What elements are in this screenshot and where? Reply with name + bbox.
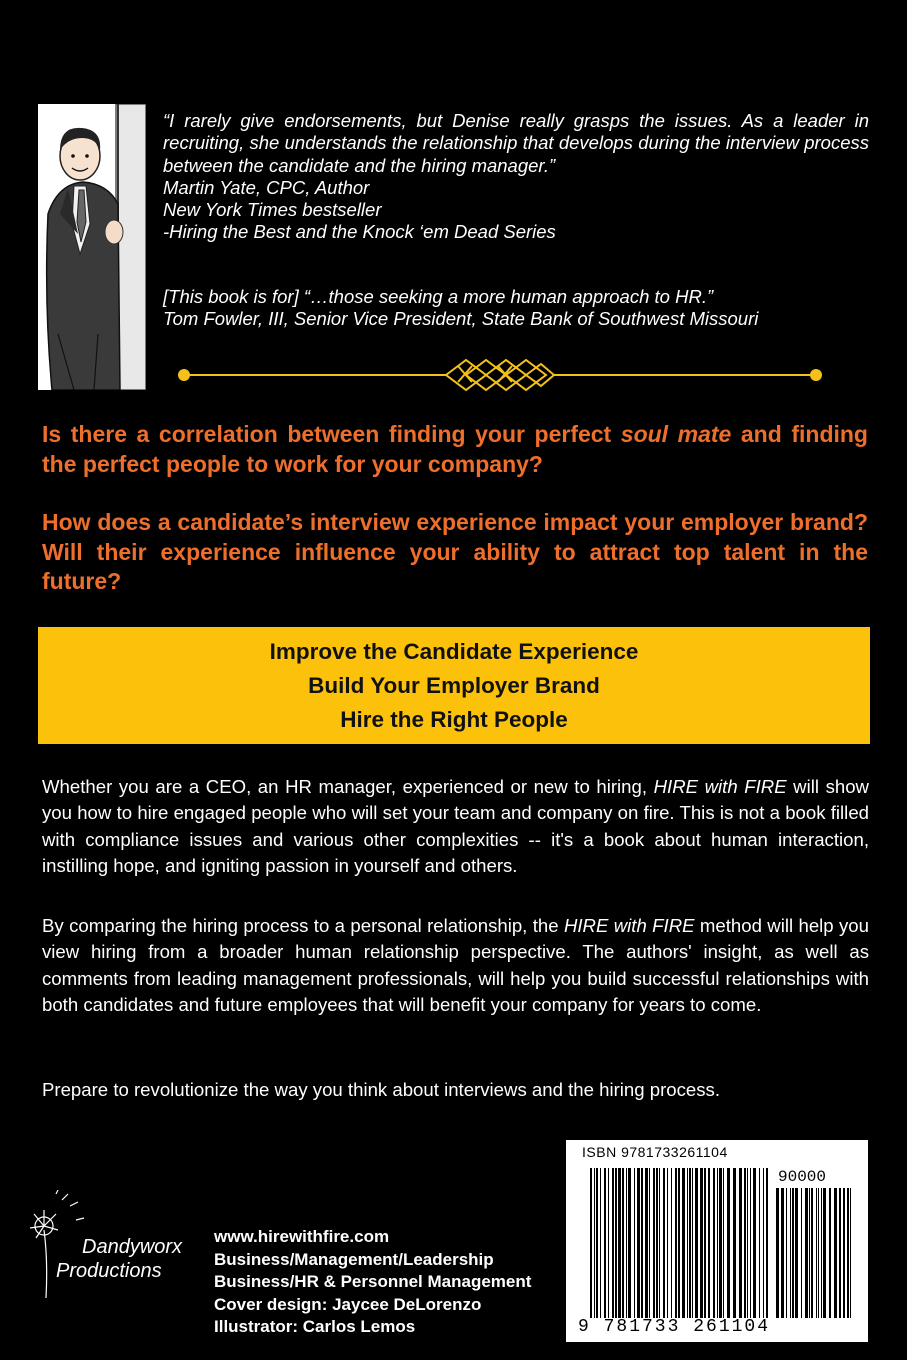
publisher-logo <box>26 1190 202 1300</box>
endorsement-attribution: Martin Yate, CPC, Author <box>163 176 370 198</box>
body-paragraph-2: By comparing the hiring process to a personal relationship, the HIRE with FIRE method will help you view hiring from a broader human relationship perspective. The authors' insight, as well as comments from leading management professionals, will help you build successful relationships with both candidates and future employees that will benefit your company for years to come. <box>42 915 869 1015</box>
isbn-barcode <box>566 1140 868 1342</box>
body-paragraph-3: Prepare to revolutionize the way you think about interviews and the hiring process. <box>42 1079 721 1100</box>
endorsement-attribution: -Hiring the Best and the Knock ‘em Dead Series <box>163 221 556 243</box>
emphasis-soul-mate: soul mate <box>620 421 732 447</box>
ornament-divider <box>176 352 824 398</box>
credit-line: Cover design: Jaycee DeLorenzo <box>214 1294 482 1314</box>
endorsement-2 <box>163 286 869 331</box>
endorsement-1 <box>163 110 869 244</box>
benefits-banner <box>38 627 870 744</box>
endorsement-attribution: New York Times bestseller <box>163 199 382 221</box>
endorsement-attribution: Tom Fowler, III, Senior Vice President, State Bank of Southwest Missouri <box>163 308 759 330</box>
banner-line: Improve the Candidate Experience <box>269 638 639 664</box>
question-soul-mate: Is there a correlation between finding your perfect soul mate and finding the perfect people to work for your company? <box>42 421 868 477</box>
book-info <box>214 1226 531 1339</box>
category-line: Business/Management/Leadership <box>214 1249 494 1269</box>
endorsement-quote: “I rarely give endorsements, but Denise really grasps the issues. As a leader in recruiting, she understands the relationship that develops during the interview process between the candidate and the hiring manager.” <box>163 110 869 176</box>
question-employer-brand: How does a candidate’s interview experience impact your employer brand? Will their experience influence your ability to attract top talent in the future? <box>42 509 868 594</box>
isbn-label: ISBN 9781733261104 <box>582 1144 728 1160</box>
barcode-addon-bars <box>776 1188 856 1318</box>
body-paragraph-1: Whether you are a CEO, an HR manager, experienced or new to hiring, HIRE with FIRE will show you how to hire engaged people who will set your team and company on fire. This is not a book filled with compliance issues and various other complexities -- it's a book about human interaction, instilling hope, and igniting passion in yourself and others. <box>42 776 869 876</box>
category-line: Business/HR & Personnel Management <box>214 1272 532 1292</box>
banner-line: Hire the Right People <box>340 706 568 732</box>
endorsement-quote: [This book is for] “…those seeking a more human approach to HR.” <box>163 286 714 307</box>
barcode-addon-number: 90000 <box>778 1168 827 1186</box>
publisher-name-line1: Dandyworx <box>82 1236 183 1258</box>
illustration-businessman <box>38 104 146 390</box>
publisher-name-line2: Productions <box>56 1260 162 1282</box>
barcode-number: 9 781733 261104 <box>578 1317 771 1337</box>
dandelion-icon <box>26 1190 86 1300</box>
credit-line: Illustrator: Carlos Lemos <box>214 1317 416 1337</box>
website-link[interactable]: www.hirewithfire.com <box>214 1227 390 1246</box>
banner-line: Build Your Employer Brand <box>308 672 600 698</box>
barcode-bars <box>590 1168 770 1318</box>
